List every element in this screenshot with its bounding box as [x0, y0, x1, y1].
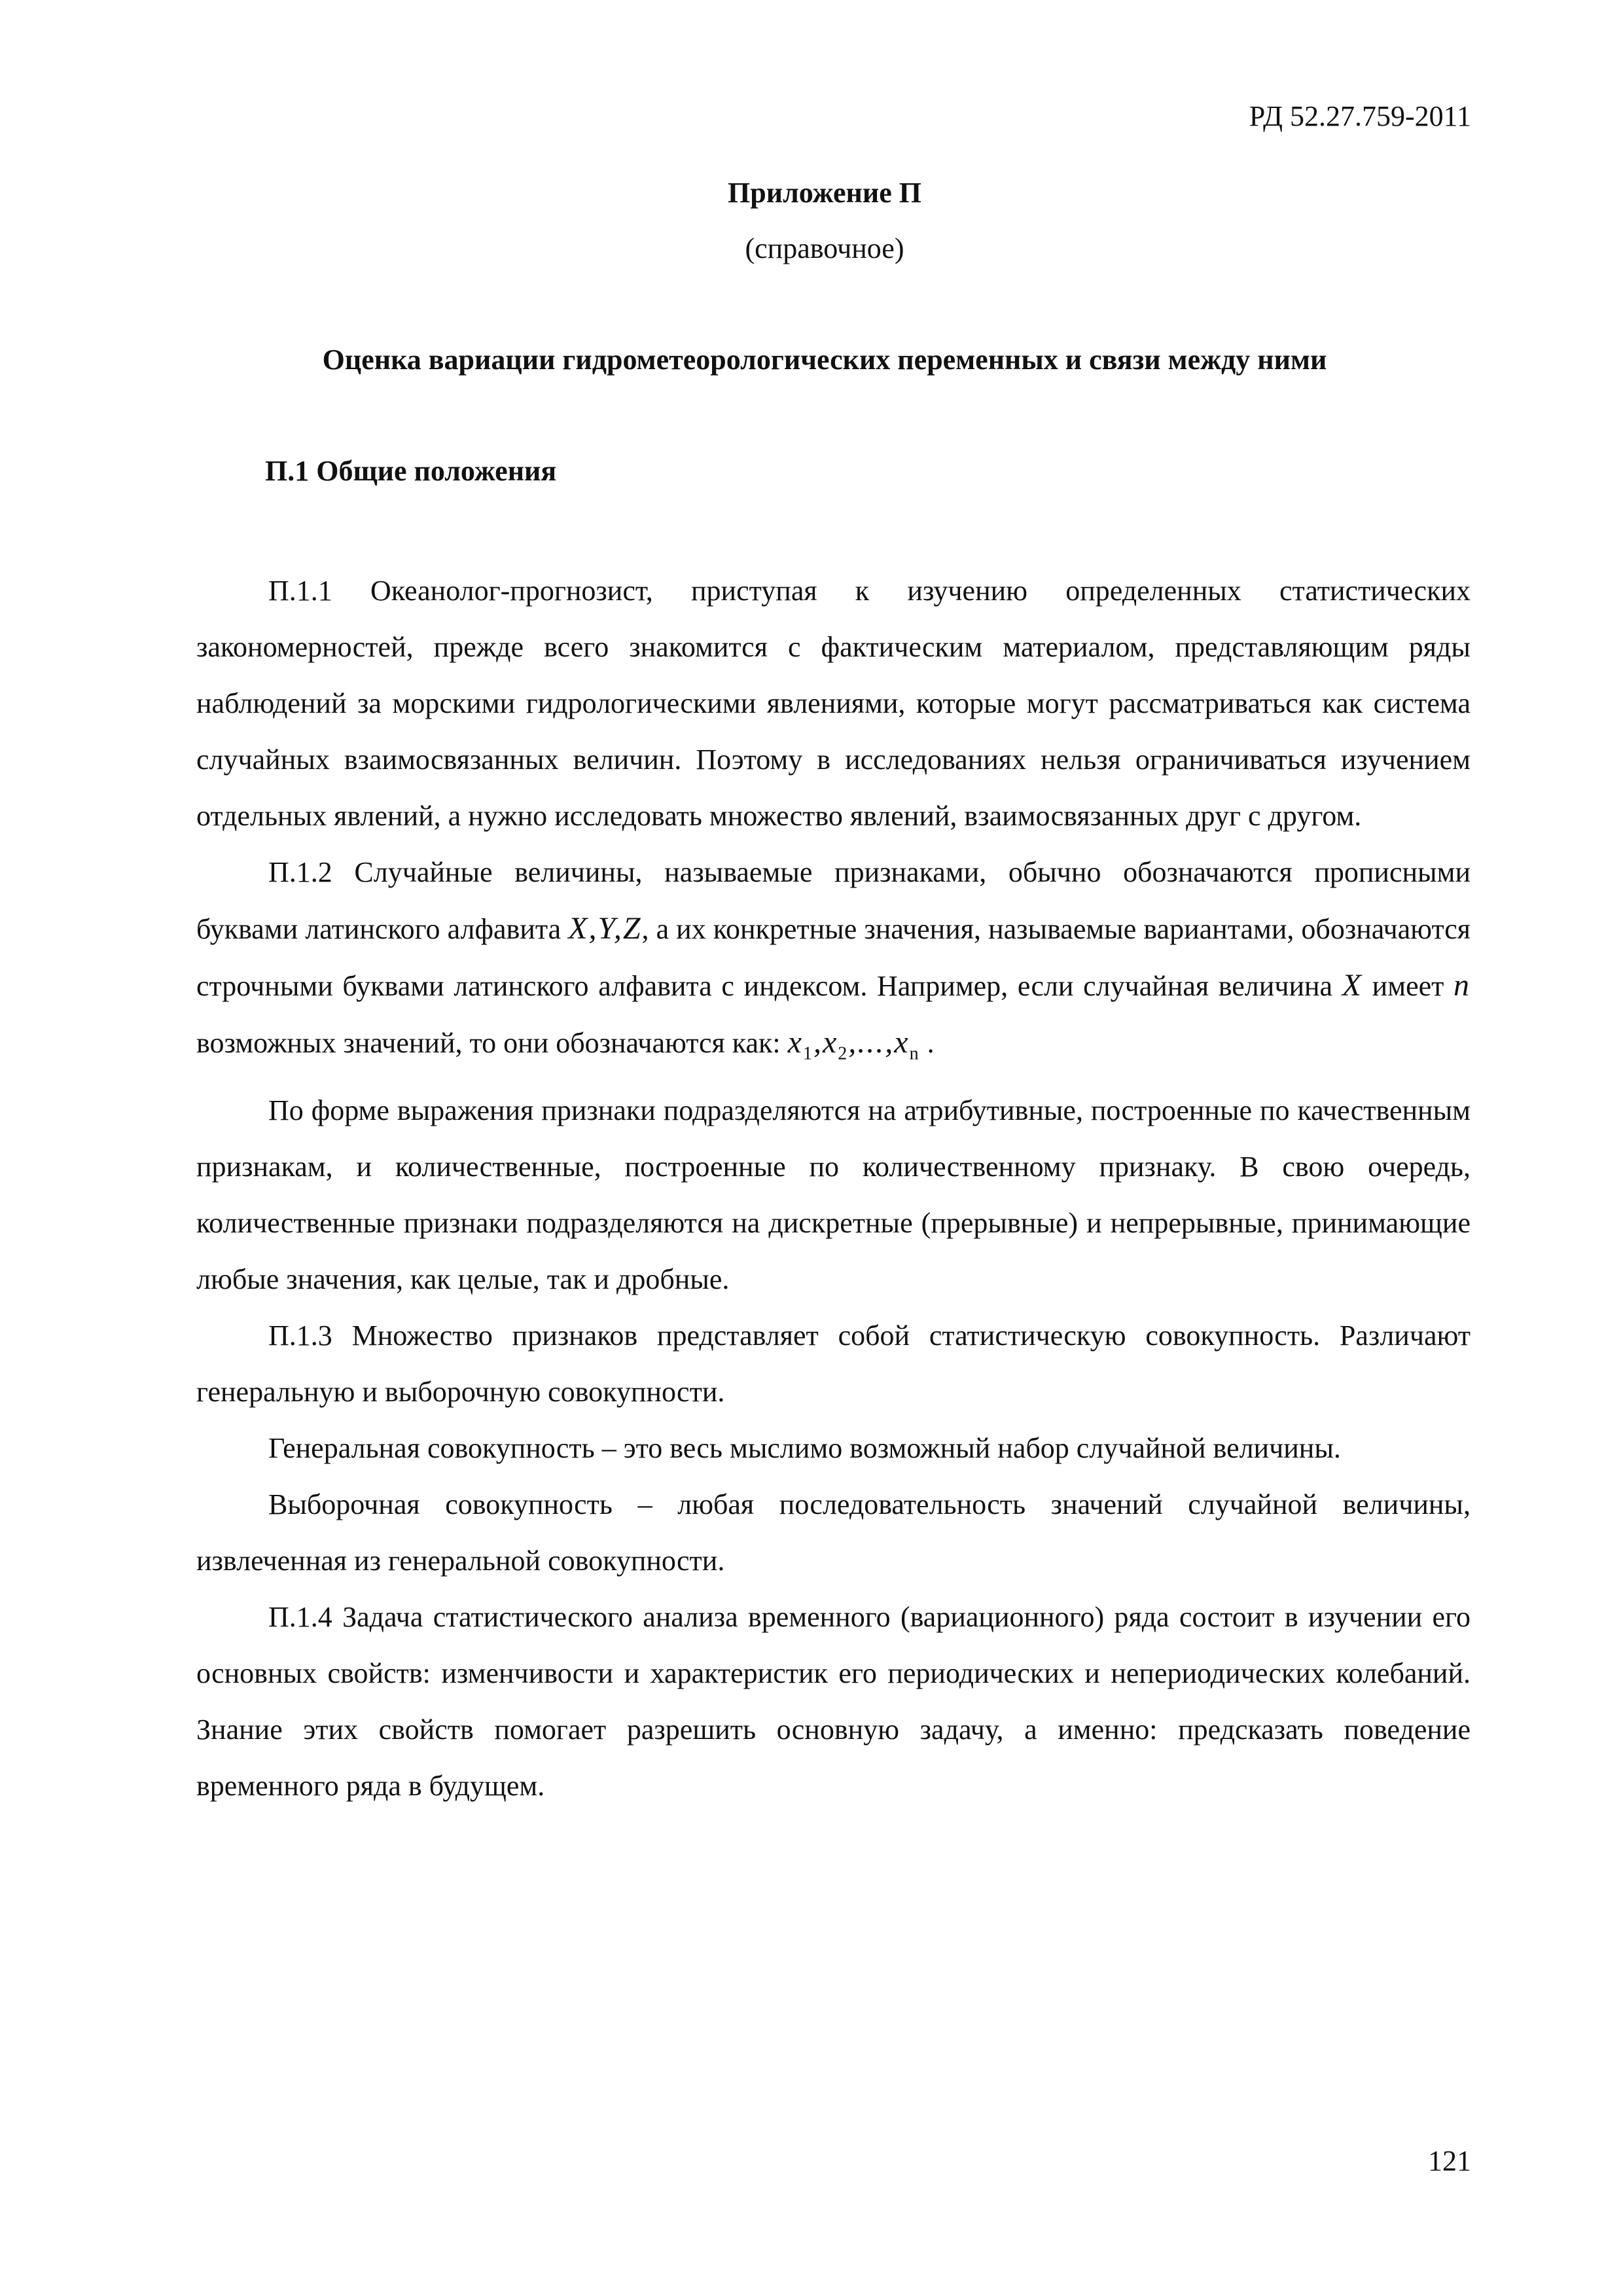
paragraph-1: П.1.1 Океанолог-прогнозист, приступая к изучению определенных статистических закономерностей, прежде всего знакомится с фактическим материалом, представляющим ряды наблюдений за морскими гидрологическими явлениями, которые могут рассматриваться как система случайных взаимосвязанных величин. Поэтому в исследованиях нельзя ограничиваться изучением отдельных явлений, а нужно исследовать множество явлений, взаимосвязанных друг с другом. [196, 575, 1471, 832]
document-code: РД 52.27.759-2011 [1249, 100, 1471, 132]
appendix-type: (справочное) [745, 232, 904, 264]
paragraph-2-text-b: , а их конкретные значения, называемые вариантами, обозначаются строчными буквами латинского алфавита с индексом. Например, если случайная величина [196, 913, 1471, 1002]
paragraph-2-text-d: возможных значений, то они обозначаются как: [196, 1027, 788, 1059]
appendix-title: Приложение П [728, 177, 921, 209]
paragraph-3: По форме выражения признаки подразделяются на атрибутивные, построенные по качественным признакам, и количественные, построенные по количественному признаку. В свою очередь, количественные признаки подразделяются на дискретные (прерывные) и непрерывные, принимающие любые значения, как целые, так и дробные. [196, 1094, 1471, 1295]
paragraph-2-text-c: имеет [1363, 970, 1454, 1002]
main-title: Оценка вариации гидрометеорологических переменных и связи между ними [322, 344, 1327, 376]
page-number: 121 [1428, 2145, 1471, 2177]
paragraph-4: П.1.3 Множество признаков представляет собой статистическую совокупность. Различают генеральную и выборочную совокупности. [196, 1319, 1471, 1408]
math-variable-n: n [1454, 968, 1471, 1003]
paragraph-2-text-e: . [919, 1027, 935, 1059]
math-sequence: $x_1,x_2,...,x_n$ [787, 1025, 920, 1064]
paragraph-6: Выборочная совокупность – любая последовательность значений случайной величины, извлеченная из генеральной совокупности. [196, 1488, 1471, 1577]
paragraph-7: П.1.4 Задача статистического анализа временного (вариационного) ряда состоит в изучении его основных свойств: изменчивости и характеристик его периодических и непериодических колебаний. Знание этих свойств помогает разрешить основную задачу, а именно: предсказать поведение временного ряда в будущем. [196, 1600, 1471, 1802]
body-text [196, 563, 1471, 1814]
math-variables-xyz: X,Y,Z [568, 911, 642, 946]
paragraph-5: Генеральная совокупность – это весь мыслимо возможный набор случайной величины. [268, 1431, 1341, 1464]
paragraph-2 [196, 844, 1471, 1083]
math-variable-x: X [1342, 968, 1363, 1003]
paragraph-2-text-a: П.1.2 Случайные величины, называемые признаками, обычно обозначаются прописными буквами латинского алфавита [196, 856, 1471, 945]
section-title: П.1 Общие положения [265, 455, 557, 487]
